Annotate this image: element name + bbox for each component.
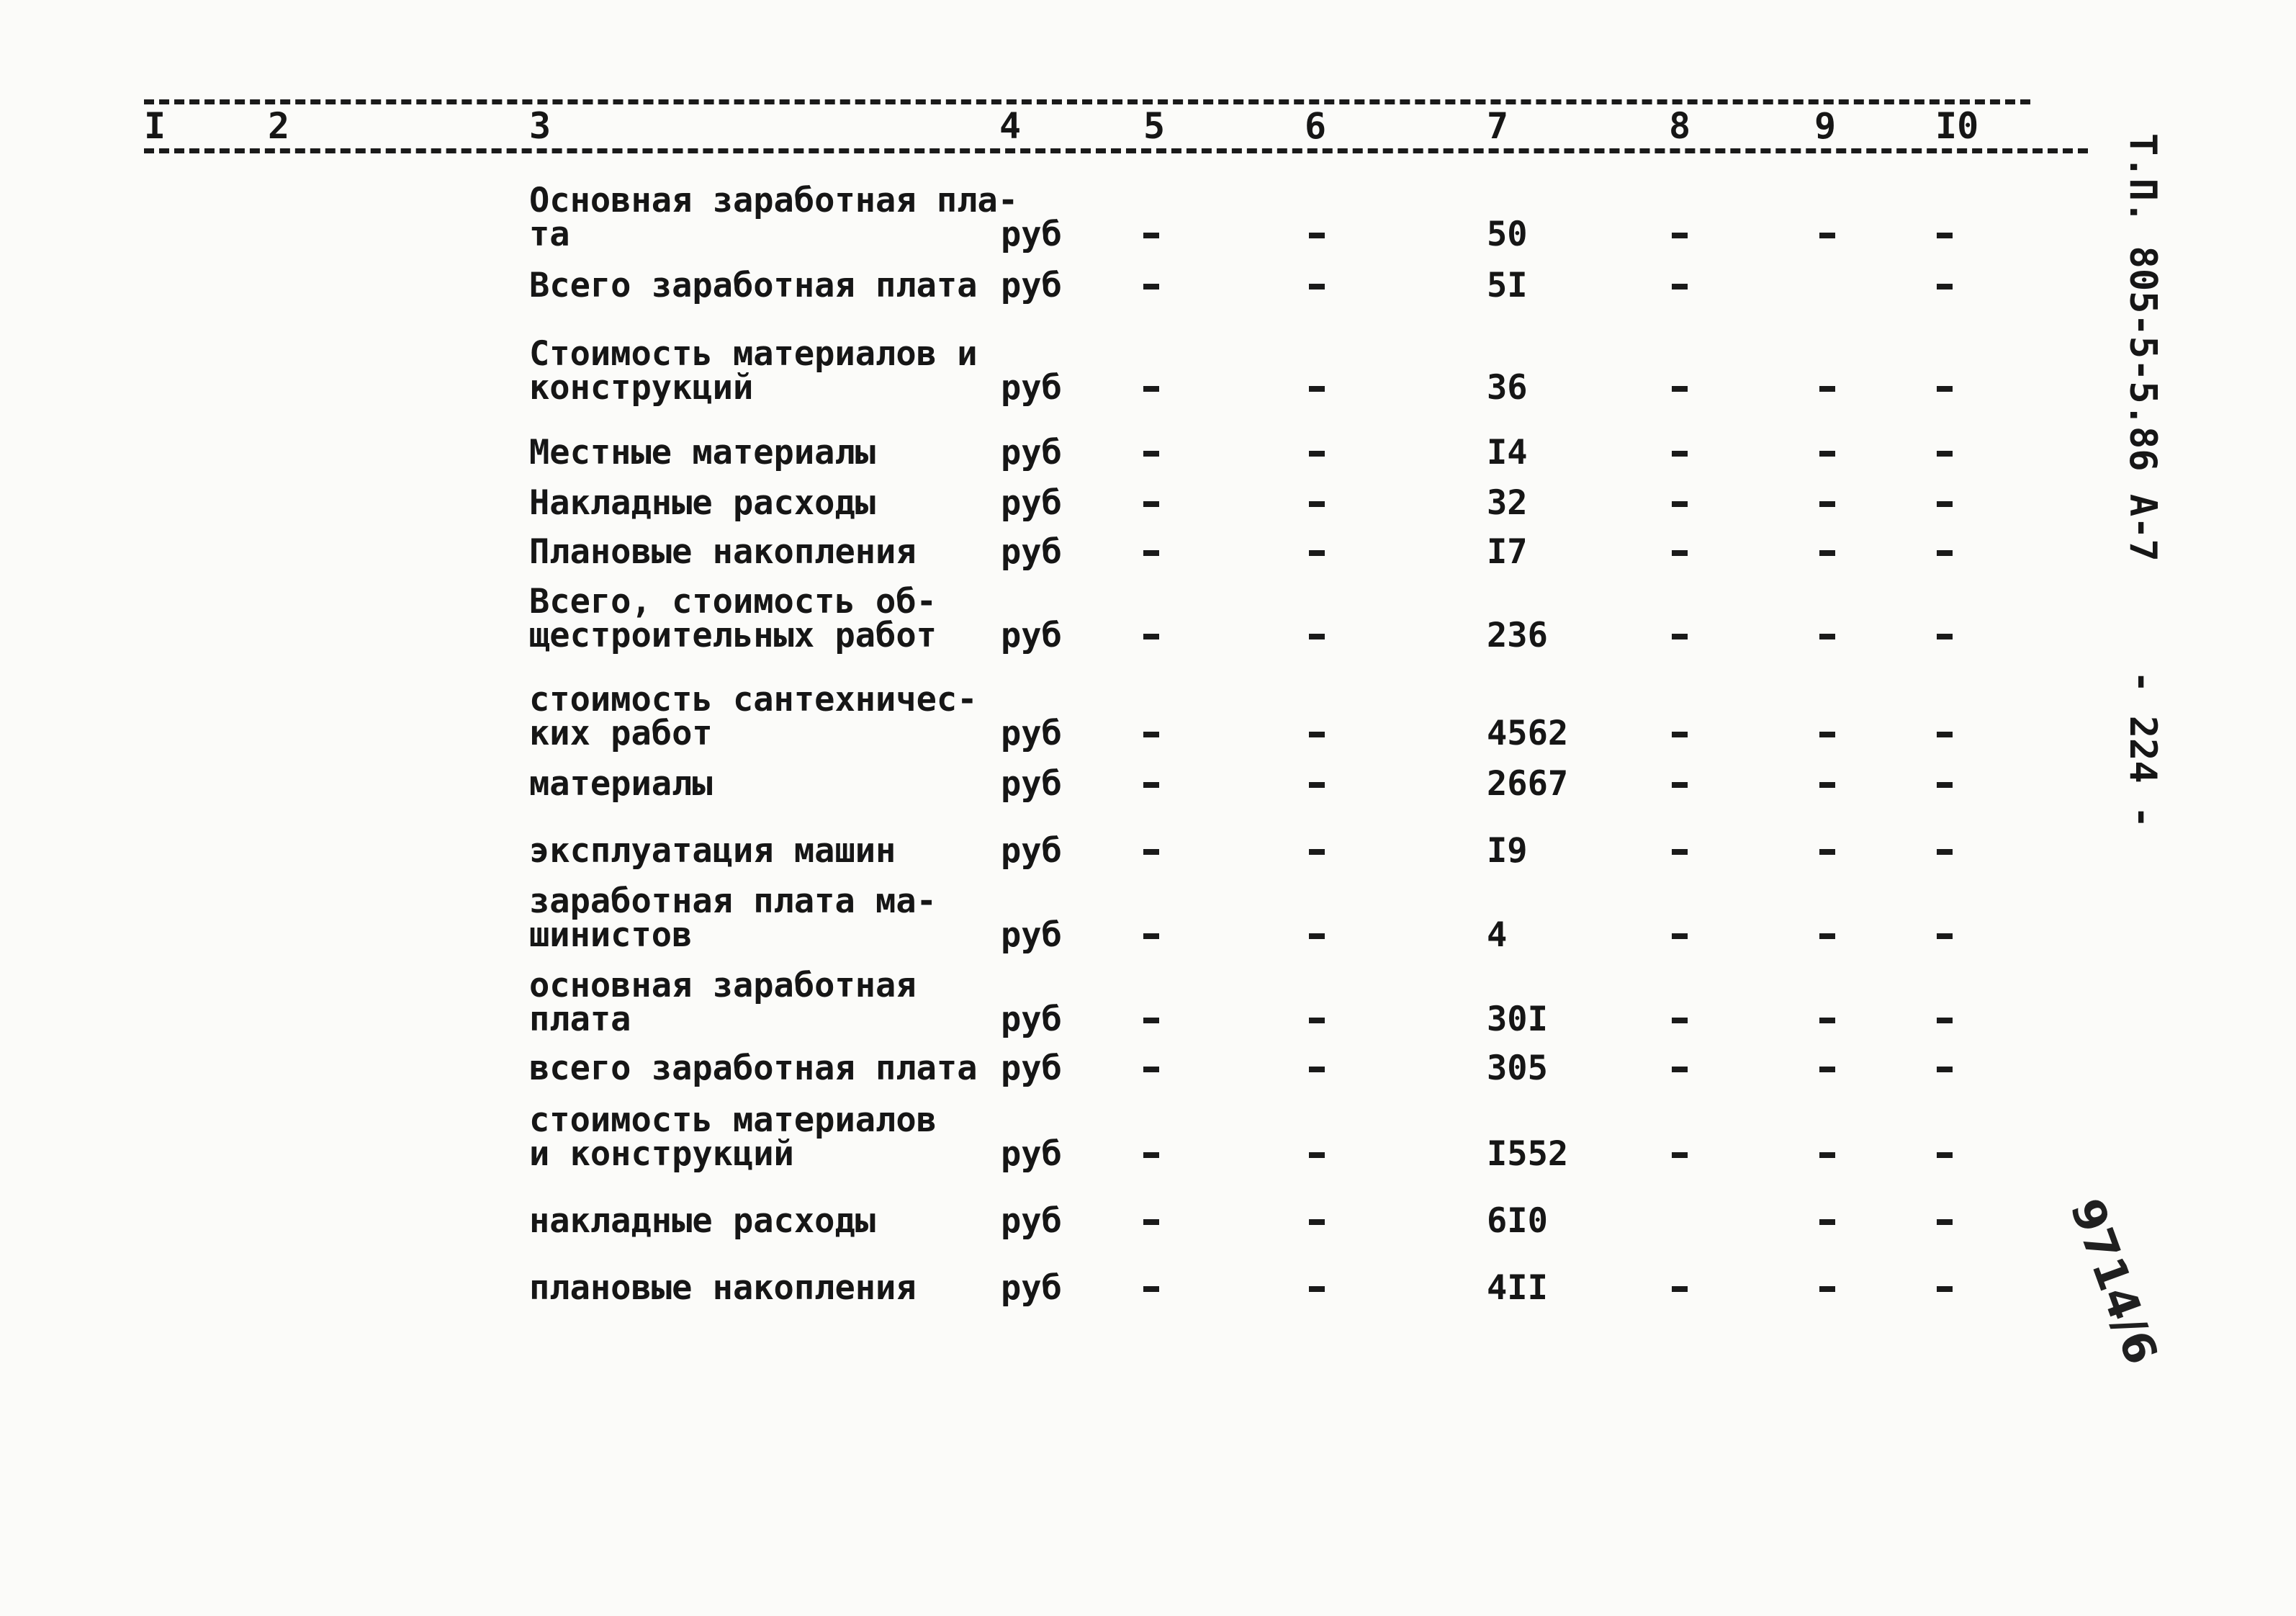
row-description: основная заработная плата <box>529 966 917 1039</box>
empty-cell-dash <box>1309 1018 1325 1023</box>
empty-cell-dash <box>1309 386 1325 392</box>
empty-cell-dash <box>1937 933 1953 939</box>
empty-cell-dash <box>1143 386 1159 392</box>
empty-cell-dash <box>1819 1286 1835 1292</box>
empty-cell-dash <box>1143 501 1159 507</box>
row-value: I9 <box>1487 831 1528 871</box>
empty-cell-dash <box>1819 732 1835 737</box>
empty-cell-dash <box>1819 1219 1835 1225</box>
empty-cell-dash <box>1937 451 1953 457</box>
empty-cell-dash <box>1143 1067 1159 1072</box>
empty-cell-dash <box>1672 1286 1688 1292</box>
row-description: Основная заработная пла- та <box>529 181 1019 254</box>
column-number-7: 7 <box>1487 105 1509 147</box>
empty-cell-dash <box>1937 732 1953 737</box>
row-value: I4 <box>1487 433 1528 472</box>
empty-cell-dash <box>1309 1067 1325 1072</box>
empty-cell-dash <box>1937 1067 1953 1072</box>
empty-cell-dash <box>1937 1018 1953 1023</box>
empty-cell-dash <box>1143 849 1159 855</box>
empty-cell-dash <box>1309 634 1325 639</box>
row-description: Стоимость материалов и конструкций <box>529 334 978 408</box>
column-number-2: 2 <box>268 105 290 147</box>
row-description: всего заработная плата <box>529 1049 978 1088</box>
column-number-3: 3 <box>529 105 552 147</box>
empty-cell-dash <box>1143 233 1159 238</box>
row-unit: руб <box>1001 1134 1062 1174</box>
header-bottom-rule <box>144 148 2088 153</box>
empty-cell-dash <box>1819 1152 1835 1158</box>
empty-cell-dash <box>1672 550 1688 556</box>
empty-cell-dash <box>1672 933 1688 939</box>
empty-cell-dash <box>1937 284 1953 289</box>
empty-cell-dash <box>1309 550 1325 556</box>
empty-cell-dash <box>1819 634 1835 639</box>
empty-cell-dash <box>1143 782 1159 788</box>
empty-cell-dash <box>1937 1286 1953 1292</box>
empty-cell-dash <box>1143 451 1159 457</box>
column-number-10: I0 <box>1935 105 1979 147</box>
column-number-6: 6 <box>1305 105 1327 147</box>
empty-cell-dash <box>1819 501 1835 507</box>
row-description: Местные материалы <box>529 433 876 472</box>
empty-cell-dash <box>1309 451 1325 457</box>
row-value: I552 <box>1487 1134 1569 1174</box>
empty-cell-dash <box>1672 501 1688 507</box>
empty-cell-dash <box>1819 386 1835 392</box>
empty-cell-dash <box>1143 1018 1159 1023</box>
empty-cell-dash <box>1937 550 1953 556</box>
empty-cell-dash <box>1819 233 1835 238</box>
empty-cell-dash <box>1309 284 1325 289</box>
empty-cell-dash <box>1309 501 1325 507</box>
row-unit: руб <box>1001 215 1062 254</box>
empty-cell-dash <box>1672 849 1688 855</box>
empty-cell-dash <box>1143 284 1159 289</box>
empty-cell-dash <box>1672 233 1688 238</box>
row-description: стоимость материалов и конструкций <box>529 1100 937 1174</box>
row-description: заработная плата ма- шинистов <box>529 881 937 955</box>
empty-cell-dash <box>1819 1067 1835 1072</box>
empty-cell-dash <box>1672 1152 1688 1158</box>
column-number-5: 5 <box>1143 105 1166 147</box>
column-number-4: 4 <box>999 105 1022 147</box>
row-value: 32 <box>1487 483 1528 523</box>
side-page-number: - 224 - <box>2121 670 2164 829</box>
empty-cell-dash <box>1672 634 1688 639</box>
empty-cell-dash <box>1672 451 1688 457</box>
column-number-9: 9 <box>1814 105 1837 147</box>
row-value: 36 <box>1487 368 1528 408</box>
row-description: Всего, стоимость об- щестроительных работ <box>529 582 937 655</box>
empty-cell-dash <box>1143 550 1159 556</box>
empty-cell-dash <box>1672 386 1688 392</box>
empty-cell-dash <box>1937 782 1953 788</box>
row-value: 50 <box>1487 215 1528 254</box>
empty-cell-dash <box>1672 732 1688 737</box>
row-description: материалы <box>529 764 713 804</box>
row-value: 305 <box>1487 1049 1548 1088</box>
row-unit: руб <box>1001 1000 1062 1039</box>
empty-cell-dash <box>1672 284 1688 289</box>
row-unit: руб <box>1001 1049 1062 1088</box>
column-number-1: I <box>144 105 166 147</box>
empty-cell-dash <box>1143 732 1159 737</box>
empty-cell-dash <box>1143 1286 1159 1292</box>
row-unit: руб <box>1001 1201 1062 1241</box>
row-value: 4II <box>1487 1268 1548 1308</box>
row-value: 6I0 <box>1487 1201 1548 1241</box>
empty-cell-dash <box>1143 1219 1159 1225</box>
empty-cell-dash <box>1937 1152 1953 1158</box>
row-description: накладные расходы <box>529 1201 876 1241</box>
row-unit: руб <box>1001 764 1062 804</box>
empty-cell-dash <box>1937 501 1953 507</box>
row-unit: руб <box>1001 433 1062 472</box>
empty-cell-dash <box>1937 634 1953 639</box>
empty-cell-dash <box>1309 849 1325 855</box>
empty-cell-dash <box>1143 1152 1159 1158</box>
row-unit: руб <box>1001 266 1062 305</box>
empty-cell-dash <box>1309 1286 1325 1292</box>
empty-cell-dash <box>1309 1152 1325 1158</box>
empty-cell-dash <box>1819 451 1835 457</box>
side-label <box>2086 133 2164 829</box>
empty-cell-dash <box>1819 933 1835 939</box>
row-unit: руб <box>1001 616 1062 655</box>
empty-cell-dash <box>1309 933 1325 939</box>
row-value: 5I <box>1487 266 1528 305</box>
row-description: плановые накопления <box>529 1268 917 1308</box>
row-description: Плановые накопления <box>529 532 917 572</box>
row-value: 2667 <box>1487 764 1569 804</box>
row-unit: руб <box>1001 532 1062 572</box>
row-description: эксплуатация машин <box>529 831 896 871</box>
row-value: 30I <box>1487 1000 1548 1039</box>
empty-cell-dash <box>1143 634 1159 639</box>
row-value: 4562 <box>1487 714 1569 753</box>
row-unit: руб <box>1001 1268 1062 1308</box>
row-unit: руб <box>1001 483 1062 523</box>
empty-cell-dash <box>1819 1018 1835 1023</box>
empty-cell-dash <box>1309 1219 1325 1225</box>
empty-cell-dash <box>1937 1219 1953 1225</box>
empty-cell-dash <box>1819 550 1835 556</box>
column-number-8: 8 <box>1669 105 1691 147</box>
empty-cell-dash <box>1143 933 1159 939</box>
empty-cell-dash <box>1309 233 1325 238</box>
empty-cell-dash <box>1672 1067 1688 1072</box>
row-description: Всего заработная плата <box>529 266 978 305</box>
row-value: 236 <box>1487 616 1548 655</box>
empty-cell-dash <box>1309 782 1325 788</box>
row-unit: руб <box>1001 831 1062 871</box>
row-value: 4 <box>1487 915 1508 955</box>
side-doc-code: Т.П. 805-5-5.86 А-7 <box>2121 133 2164 562</box>
empty-cell-dash <box>1672 782 1688 788</box>
handwritten-archive-number: 9714/6 <box>2060 1192 2169 1371</box>
empty-cell-dash <box>1937 849 1953 855</box>
row-description: стоимость сантехничес- ких работ <box>529 680 978 753</box>
empty-cell-dash <box>1672 1018 1688 1023</box>
row-unit: руб <box>1001 714 1062 753</box>
empty-cell-dash <box>1819 849 1835 855</box>
header-top-rule <box>144 99 2030 104</box>
row-value: I7 <box>1487 532 1528 572</box>
row-description: Накладные расходы <box>529 483 876 523</box>
row-unit: руб <box>1001 368 1062 408</box>
row-unit: руб <box>1001 915 1062 955</box>
empty-cell-dash <box>1819 782 1835 788</box>
empty-cell-dash <box>1937 233 1953 238</box>
empty-cell-dash <box>1309 732 1325 737</box>
empty-cell-dash <box>1937 386 1953 392</box>
